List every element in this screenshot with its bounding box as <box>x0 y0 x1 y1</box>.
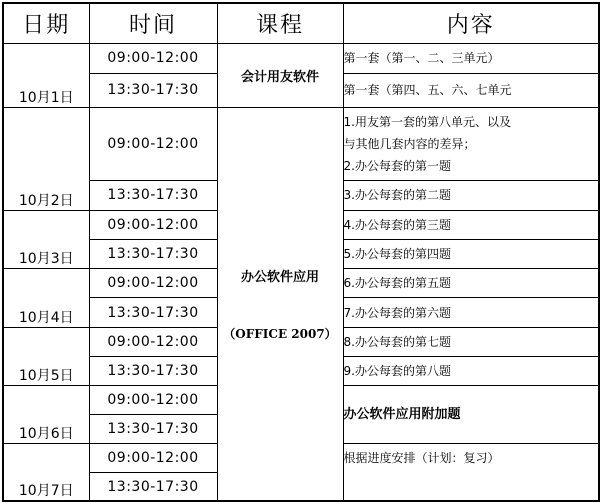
content-line: 与其他几套内容的差异； <box>343 136 476 151</box>
time-cell: 09:00-12:00 <box>89 328 217 357</box>
course-office-version: （OFFICE 2007） <box>223 326 337 341</box>
time-cell: 09:00-12:00 <box>89 43 217 73</box>
time-cell: 13:30-17:30 <box>89 473 217 501</box>
content-cell: 8.办公每套的第七题 <box>343 328 599 357</box>
header-date: 日期 <box>3 3 89 43</box>
content-line: 1.用友第一套的第八单元、以及 <box>343 114 511 129</box>
date-cell-oct4: 10月4日 <box>3 268 89 327</box>
date-cell-oct7: 10月7日 <box>3 444 89 501</box>
course-office <box>217 107 343 501</box>
header-time: 时间 <box>89 3 217 43</box>
content-cell: 7.办公每套的第六题 <box>343 298 599 328</box>
content-cell: 根据进度安排（计划：复习） <box>343 444 599 501</box>
time-cell: 13:30-17:30 <box>89 357 217 386</box>
table-row <box>3 107 599 180</box>
content-line: 2.办公每套的第一题 <box>343 158 451 173</box>
schedule-table <box>2 2 600 502</box>
time-cell: 13:30-17:30 <box>89 180 217 210</box>
content-cell: 9.办公每套的第八题 <box>343 357 599 386</box>
content-cell: 办公软件应用附加题 <box>343 386 599 444</box>
header-content: 内容 <box>343 3 599 43</box>
date-cell-oct3: 10月3日 <box>3 210 89 268</box>
time-cell: 13:30-17:30 <box>89 73 217 107</box>
time-cell: 09:00-12:00 <box>89 386 217 415</box>
date-cell-oct5: 10月5日 <box>3 328 89 386</box>
date-cell-oct2: 10月2日 <box>3 107 89 210</box>
time-cell: 09:00-12:00 <box>89 444 217 473</box>
time-cell: 13:30-17:30 <box>89 415 217 444</box>
time-cell: 13:30-17:30 <box>89 239 217 268</box>
time-cell: 13:30-17:30 <box>89 298 217 328</box>
time-cell: 09:00-12:00 <box>89 268 217 297</box>
content-cell: 4.办公每套的第三题 <box>343 210 599 239</box>
header-row <box>3 3 599 43</box>
time-cell: 09:00-12:00 <box>89 210 217 239</box>
time-cell: 09:00-12:00 <box>89 107 217 180</box>
content-cell: 6.办公每套的第五题 <box>343 268 599 297</box>
content-cell: 5.办公每套的第四题 <box>343 239 599 268</box>
content-cell: 第一套（第四、五、六、七单元 <box>343 73 599 107</box>
header-course: 课程 <box>217 3 343 43</box>
date-cell-oct1: 10月1日 <box>3 43 89 107</box>
content-cell <box>343 107 599 180</box>
course-accounting: 会计用友软件 <box>217 43 343 107</box>
content-cell: 第一套（第一、二、三单元） <box>343 43 599 73</box>
table-row <box>3 43 599 73</box>
course-office-title: 办公软件应用 <box>240 269 319 285</box>
content-cell: 3.办公每套的第二题 <box>343 180 599 210</box>
date-cell-oct6: 10月6日 <box>3 386 89 444</box>
